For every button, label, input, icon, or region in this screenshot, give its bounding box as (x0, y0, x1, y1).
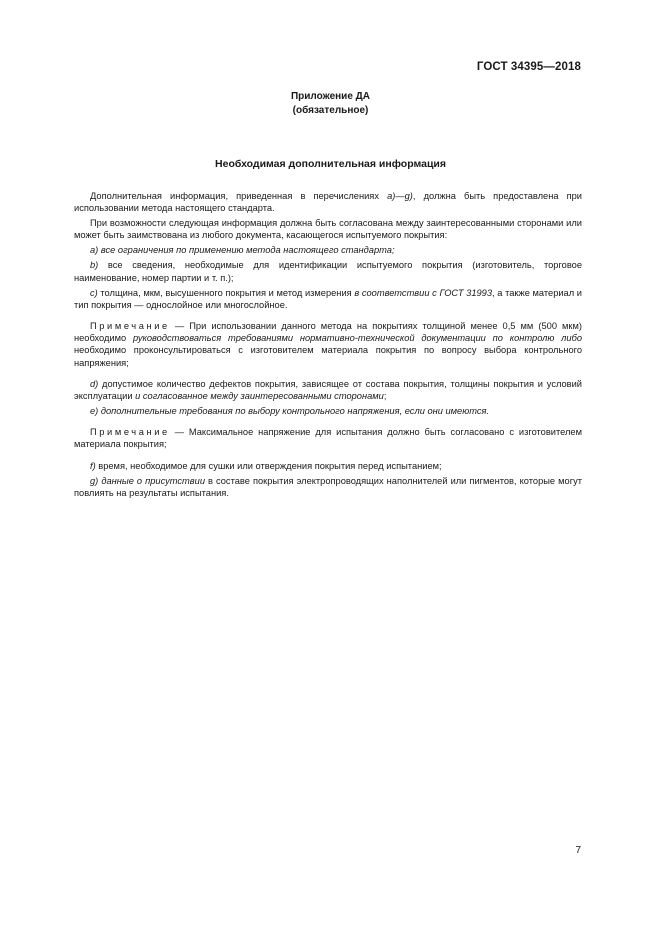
note-1-text-end: необходимо проконсультироваться с изготовителем материала покрытия по вопросу выбора контрольного напряжения; (74, 345, 582, 368)
list-item-e-text: e) дополнительные требования по выбору контрольного напряжения, если они имеются. (90, 406, 490, 417)
intro-paragraph (74, 190, 582, 214)
list-item-g-text: в составе покрытия электропроводящих наполнителей или пигментов, которые могут повлиять на результаты испытания. (74, 475, 582, 498)
list-item-c (74, 287, 582, 311)
note-2-text: — Максимальное напряжение для испытания должно быть согласовано с изготовителем материала покрытия; (74, 427, 582, 450)
note-2 (74, 426, 582, 450)
list-item-f-text: время, необходимое для сушки или отверждения покрытия перед испытанием; (95, 460, 442, 471)
list-item-a-text: a) все ограничения по применению метода настоящего стандарта; (90, 245, 395, 256)
list-item-c-text-end: , а также материал и тип покрытия — однослойное или многослойное. (74, 287, 582, 310)
note-1-italic: руководствоваться требованиями нормативно-технической документации по контролю либо (132, 333, 582, 344)
agreement-paragraph: При возможности следующая информация должна быть согласована между заинтересованными сторонами или может быть заимствована из любого документа, касающегося испытуемого покрытия: (74, 218, 582, 241)
note-1 (74, 320, 582, 369)
list-item-d-end: ; (383, 391, 387, 402)
intro-text: Дополнительная информация, приведенная в перечислениях (90, 191, 388, 201)
note-2-label: Примечание (90, 427, 170, 438)
list-item-c-text: толщина, мкм, высушенного покрытия и метод измерения (97, 287, 355, 298)
list-item-d-letter: d) (90, 378, 99, 389)
list-item-a (74, 244, 582, 256)
annex-title: Приложение ДА (290, 91, 371, 102)
list-item-d-italic: и согласованное между заинтересованными сторонами (135, 391, 384, 402)
intro-text-end: , должна быть предоставлена при использовании метода настоящего стандарта. (74, 191, 583, 214)
list-item-b (74, 259, 582, 283)
intro-ref-g: g) (404, 191, 413, 201)
annex-status: (обязательное) (292, 105, 369, 116)
list-item-f-letter: f) (90, 460, 96, 471)
section-title: Необходимая дополнительная информация (215, 158, 446, 170)
list-item-f (74, 460, 582, 472)
list-item-d-text: допустимое количество дефектов покрытия, зависящее от состава покрытия, толщины покрытия и условий эксплуатации (74, 378, 582, 402)
list-item-c-standard-ref: в соответствии с ГОСТ 31993 (354, 287, 493, 298)
list-item-c-letter: c) (90, 287, 98, 298)
list-item-d (74, 378, 582, 402)
note-1-label: Примечание (90, 321, 170, 332)
list-item-e (74, 405, 582, 417)
document-body (74, 190, 582, 502)
list-item-g (74, 475, 582, 499)
list-item-b-letter: b) (90, 260, 99, 271)
annex-heading (0, 90, 661, 118)
list-item-g-italic: данные о присутствии (98, 475, 205, 486)
intro-ref-a: a) (387, 191, 396, 201)
note-1-text: — При использовании данного метода на покрытиях толщиной менее 0,5 мм (500 мкм) необходимо (74, 321, 582, 344)
list-item-g-letter: g) (90, 475, 99, 486)
intro-dash: — (395, 191, 405, 201)
document-code: ГОСТ 34395—2018 (476, 61, 581, 73)
list-item-b-text: все сведения, необходимые для идентификации испытуемого покрытия (изготовитель, торговое наименование, номер партии и т. п.); (74, 260, 582, 283)
page-number: 7 (575, 845, 581, 856)
